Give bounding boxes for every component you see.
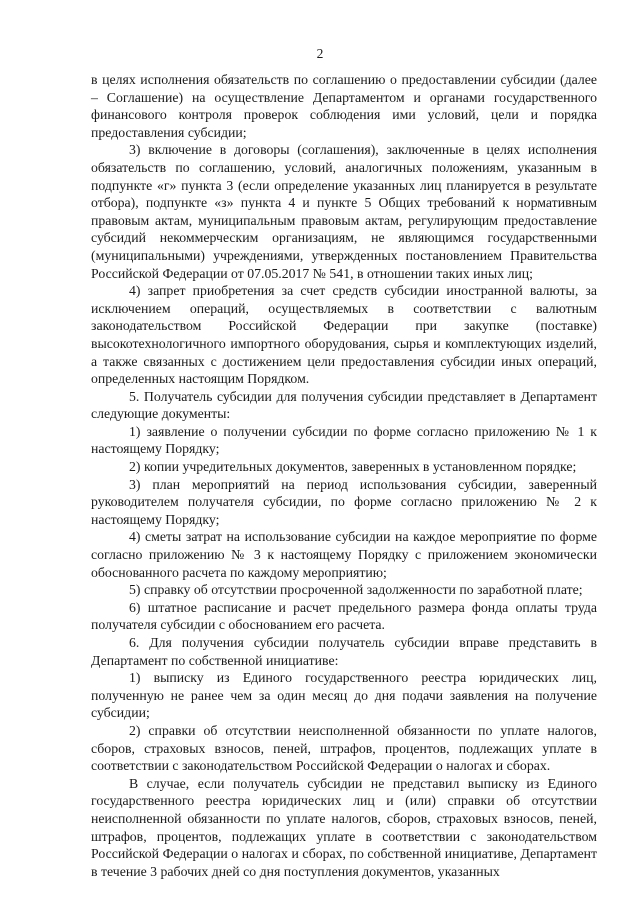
- paragraph-item-4: 4) запрет приобретения за счет средств субсидии иностранной валюты, за исключением операций, осуществляемых в соответствии с валютным законодательством Российской Федерации при закупке (поставке) высокотехнологичного импортного оборудования, сырья и комплектующих изделий, а также связанных с достижением цели предоставления субсидии иных операций, определенных настоящим Порядком.: [91, 283, 597, 387]
- paragraph-p6-2: 2) справки об отсутствии неисполненной обязанности по уплате налогов, сборов, страховых взносов, пеней, штрафов, процентов, подлежащих уплате в соответствии с законодательством Российской Федерации о налогах и сборах.: [91, 722, 597, 774]
- page-number: 2: [316, 46, 324, 61]
- paragraph-p5-4: 4) сметы затрат на использование субсидии на каждое мероприятие по форме согласно приложению № 3 к настоящему Порядку с приложением экономически обоснованного расчета по каждому мероприятию;: [91, 529, 597, 580]
- paragraph-p6-case: В случае, если получатель субсидии не представил выписку из Единого государственного реестра юридических лиц и (или) справки об отсутствии неисполненной обязанности по уплате налогов, сборов, страховых взносов, пеней, штрафов, процентов, подлежащих уплате в соответствии с законодательством Российской Федерации о налогах и сборах, по собственной инициативе, Департамент в течение 3 рабочих дней со дня поступления документов, указанных: [91, 775, 597, 879]
- paragraph-p5-3: 3) план мероприятий на период использования субсидии, заверенный руководителем получателя субсидии, по форме согласно приложению № 2 к настоящему Порядку;: [91, 476, 597, 527]
- paragraph-p5-6: 6) штатное расписание и расчет предельного размера фонда оплаты труда получателя субсидии с обоснованием его расчета.: [91, 599, 597, 633]
- paragraph-p5-5: 5) справку об отсутствии просроченной задолженности по заработной плате;: [129, 582, 583, 598]
- paragraph-cont: в целях исполнения обязательств по соглашению о предоставлении субсидии (далее – Соглашение) на осуществление Департаментом и органами государственного финансового контроля проверок соблюдения ими условий, цели и порядка предоставления субсидии;: [91, 72, 597, 140]
- paragraph-point-6: 6. Для получения субсидии получатель субсидии вправе представить в Департамент по собственной инициативе:: [91, 635, 597, 668]
- paragraph-p5-1: 1) заявление о получении субсидии по форме согласно приложению № 1 к настоящему Порядку;: [91, 423, 597, 457]
- paragraph-p5-2: 2) копии учредительных документов, заверенных в установленном порядке;: [129, 459, 577, 475]
- paragraph-p6-1: 1) выписку из Единого государственного реестра юридических лиц, полученную не ранее чем за один месяц до дня подачи заявления на получение субсидии;: [91, 670, 597, 721]
- paragraph-item-3: 3) включение в договоры (соглашения), заключенные в целях исполнения обязательств по соглашению, условий, аналогичных положениям, указанным в подпункте «г» пункта 3 (если определение указанных лиц планируется в результате отбора), подпункте «з» пункта 4 и пункте 5 Общих требований к нормативным правовым актам, муниципальным правовым актам, регулирующим предоставление субсидий некоммерческим организациям, не являющимся государственными (муниципальными) учреждениями, утвержденных постановлением Правительства Российской Федерации от 07.05.2017 № 541, в отношении таких иных лиц;: [91, 142, 597, 281]
- paragraph-point-5: 5. Получатель субсидии для получения субсидии представляет в Департамент следующие документы:: [91, 388, 597, 422]
- document-body: [91, 71, 597, 880]
